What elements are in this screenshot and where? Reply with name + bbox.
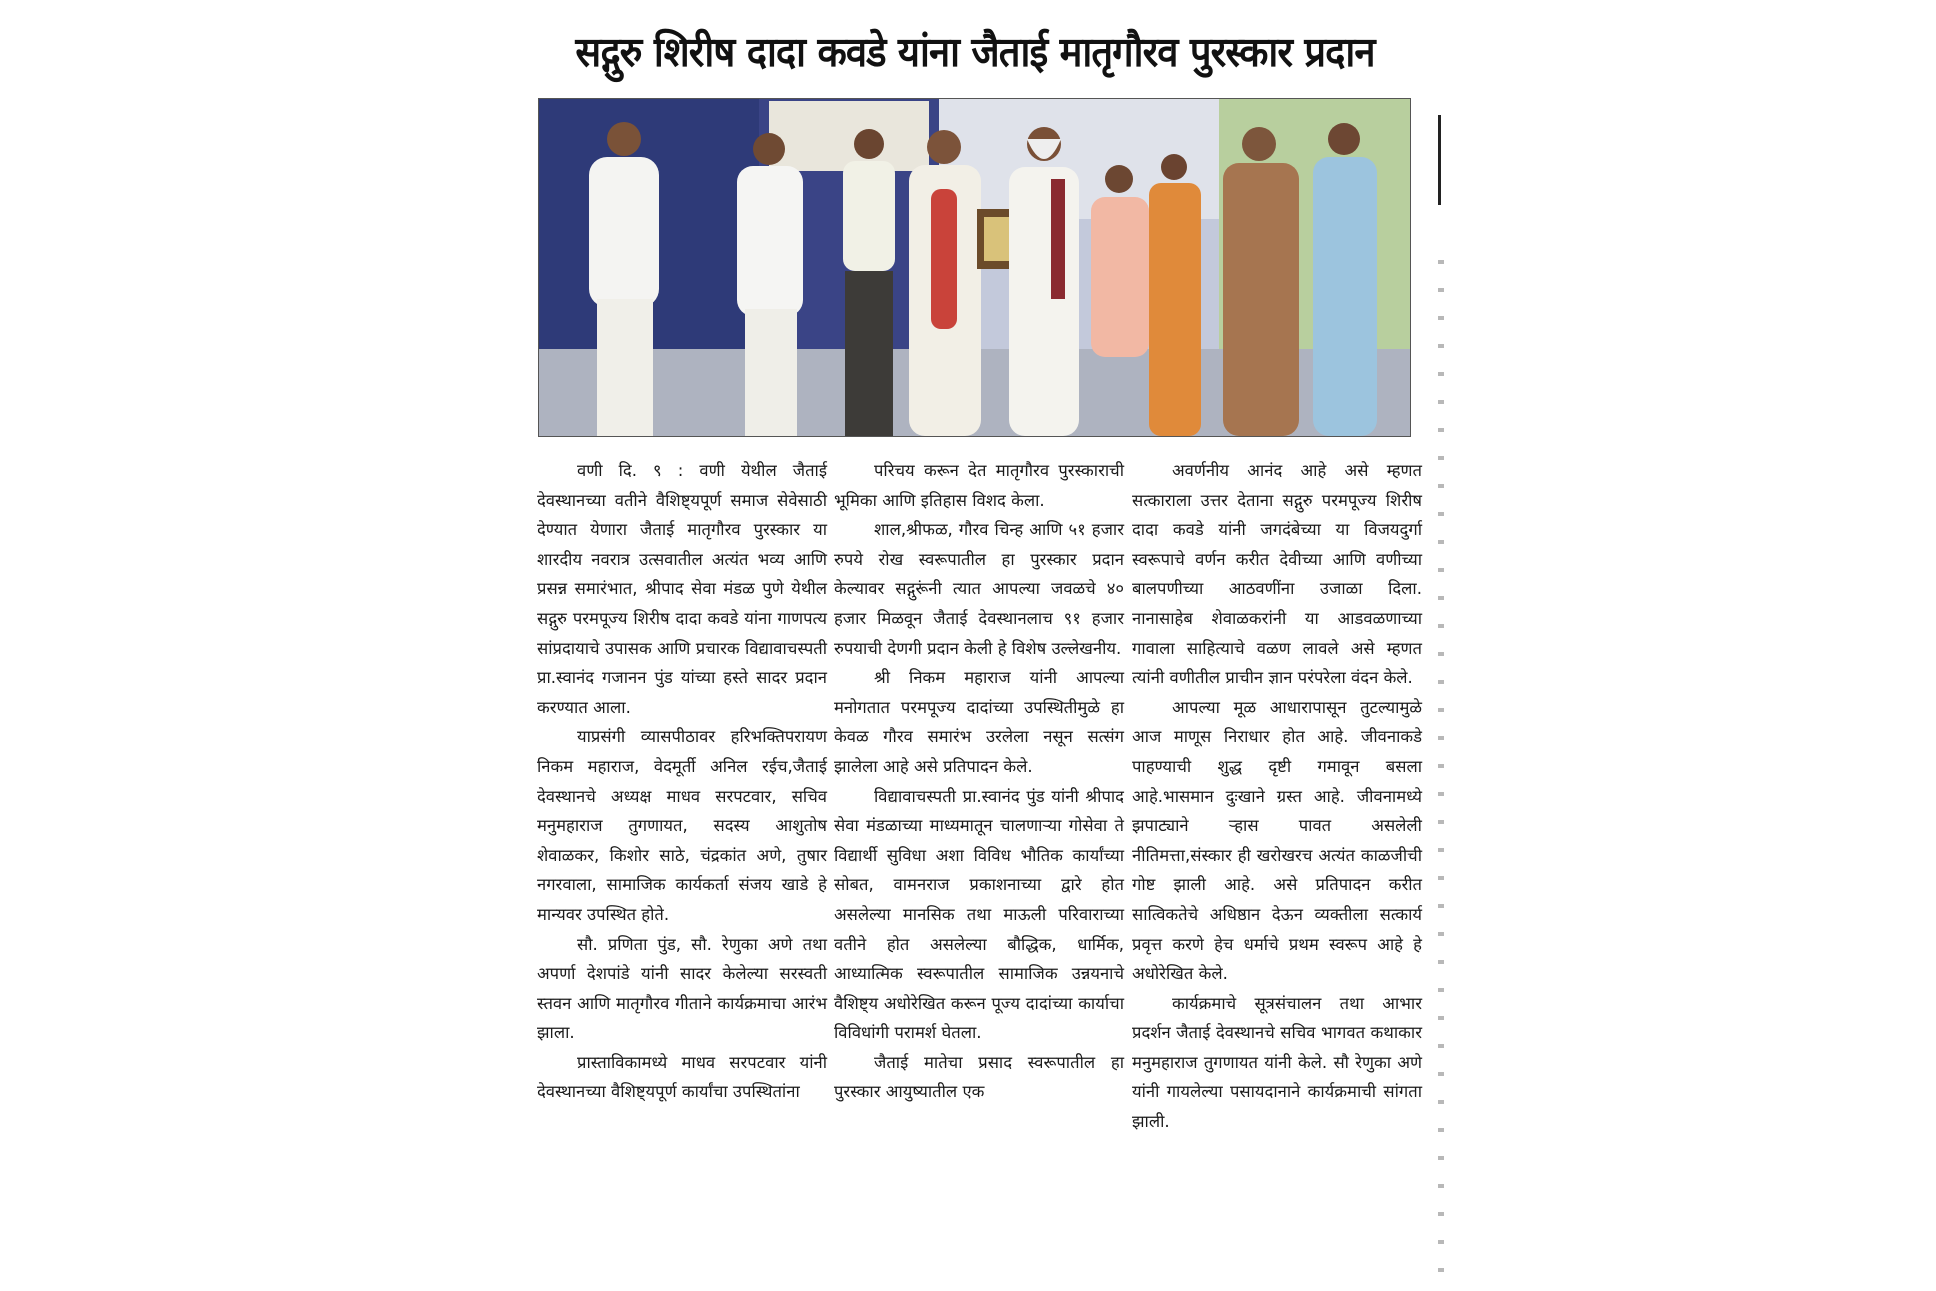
article-paragraph: परिचय करून देत मातृगौरव पुरस्काराची भूमिका आणि इतिहास विशद केला. [834,461,1124,510]
article-column-3 [1132,456,1422,1137]
article-paragraph: श्री निकम महाराज यांनी आपल्या मनोगतात परमपूज्य दादांच्या उपस्थितीमुळे हा केवळ गौरव समारंभ उरलेला नसून सत्संग झालेला आहे असे प्रतिपादन केले. [834,668,1124,776]
article-paragraph: सौ. प्रणिता पुंड, सौ. रेणुका अणे तथा अपर्णा देशपांडे यांनी सादर केलेल्या सरस्वती स्तवन आणि मातृगौरव गीताने कार्यक्रमाचा आरंभ झाला. [537,934,827,1043]
award-ceremony-photo [538,98,1411,437]
article-paragraph: याप्रसंगी व्यासपीठावर हरिभक्तिपरायण निकम महाराज, वेदमूर्ती अनिल रईच,जैताई देवस्थानचे अध्यक्ष माधव सरपटवार, सचिव मनुमहाराज तुगणायत, सदस्य आशुतोष शेवाळकर, किशोर साठे, चंद्रकांत अणे, तुषार नगरवाला, सामाजिक कार्यकर्ता संजय खाडे हे मान्यवर उपस्थित होते. [537,727,827,924]
article-column-1 [537,456,827,1107]
article-paragraph: आपल्या मूळ आधारापासून तुटल्यामुळे आज माणूस निराधार होत आहे. जीवनाकडे पाहण्याची शुद्ध दृष्टी गमावून बसला आहे.भासमान दुःखाने ग्रस्त आहे. जीवनामध्ये झपाट्याने ऱ्हास पावत असलेली नीतिमत्ता,संस्कार ही खरोखरच अत्यंत काळजीची गोष्ट झाली आहे. असे प्रतिपादन करीत सात्विकतेचे अधिष्ठान देऊन व्यक्तीला सत्कार्य प्रवृत्त करणे हेच धर्माचे प्रथम स्वरूप आहे हे अधोरेखित केले. [1132,697,1422,984]
article-column-2 [834,456,1124,1107]
article-paragraph: विद्यावाचस्पती प्रा.स्वानंद पुंड यांनी श्रीपाद सेवा मंडळाच्या माध्यमातून चालणाऱ्या गोसेवा ते विद्यार्थी सुविधा अशा विविध भौतिक कार्यांच्या सोबत, वामनराज प्रकाशनाच्या द्वारे होत असलेल्या मानसिक तथा माऊली परिवाराच्या वतीने होत असलेल्या बौद्धिक, धार्मिक, आध्यात्मिक स्वरूपातील सामाजिक उन्नयनाचे वैशिष्ट्य अधोरेखित करून पूज्य दादांच्या कार्याचा विविधांगी परामर्श घेतला. [834,786,1124,1043]
article-paragraph: प्रास्ताविकामध्ये माधव सरपटवार यांनी देवस्थानच्या वैशिष्ट्यपूर्ण कार्यांचा उपस्थितांना [537,1052,827,1102]
article-paragraph: वणी दि. ९ : वणी येथील जैताई देवस्थानच्या वतीने वैशिष्ट्यपूर्ण समाज सेवेसाठी देण्यात येणारा जैताई मातृगौरव पुरस्कार या शारदीय नवरात्र उत्सवातील अत्यंत भव्य आणि प्रसन्न समारंभात, श्रीपाद सेवा मंडळ पुणे येथील सद्गुरु परमपूज्य शिरीष दादा कवडे यांना गाणपत्य सांप्रदायाचे उपासक आणि प्रचारक विद्यावाचस्पती प्रा.स्वानंद गजानन पुंड यांच्या हस्ते सादर प्रदान करण्यात आला. [537,461,827,717]
column-divider-rule [1438,115,1441,205]
headline: सद्गुरु शिरीष दादा कवडे यांना जैताई मातृगौरव पुरस्कार प्रदान [575,28,1375,76]
article-paragraph: कार्यक्रमाचे सूत्रसंचालन तथा आभार प्रदर्शन जैताई देवस्थानचे सचिव भागवत कथाकार मनुमहाराज तुगणायत यांनी केले. सौ रेणुका अणे यांनी गायलेल्या पसायदानाने कार्यक्रमाची सांगता झाली. [1132,993,1422,1132]
article-paragraph: जैताई मातेचा प्रसाद स्वरूपातील हा पुरस्कार आयुष्यातील एक [834,1052,1124,1102]
article-paragraph: शाल,श्रीफळ, गौरव चिन्ह आणि ५१ हजार रुपये रोख स्वरूपातील हा पुरस्कार प्रदान केल्यावर सद्गुरूंनी त्यात आपल्या जवळचे ४० हजार मिळवून जैताई देवस्थानलाच ९१ हजार रुपयाची देणगी प्रदान केली हे विशेष उल्लेखनीय. [834,520,1124,658]
adjacent-column-edge [1438,260,1444,1280]
article-paragraph: अवर्णनीय आनंद आहे असे म्हणत सत्काराला उत्तर देताना सद्गुरु परमपूज्य शिरीष दादा कवडे यांनी जगदंबेच्या या विजयदुर्गा स्वरूपाचे वर्णन करीत देवीच्या आणि वणीच्या बालपणीच्या आठवणींना उजाळा दिला. नानासाहेब शेवाळकरांनी या आडवळणाच्या गावाला साहित्याचे वळण लावले असे म्हणत त्यांनी वणीतील प्राचीन ज्ञान परंपरेला वंदन केले. [1132,461,1422,688]
